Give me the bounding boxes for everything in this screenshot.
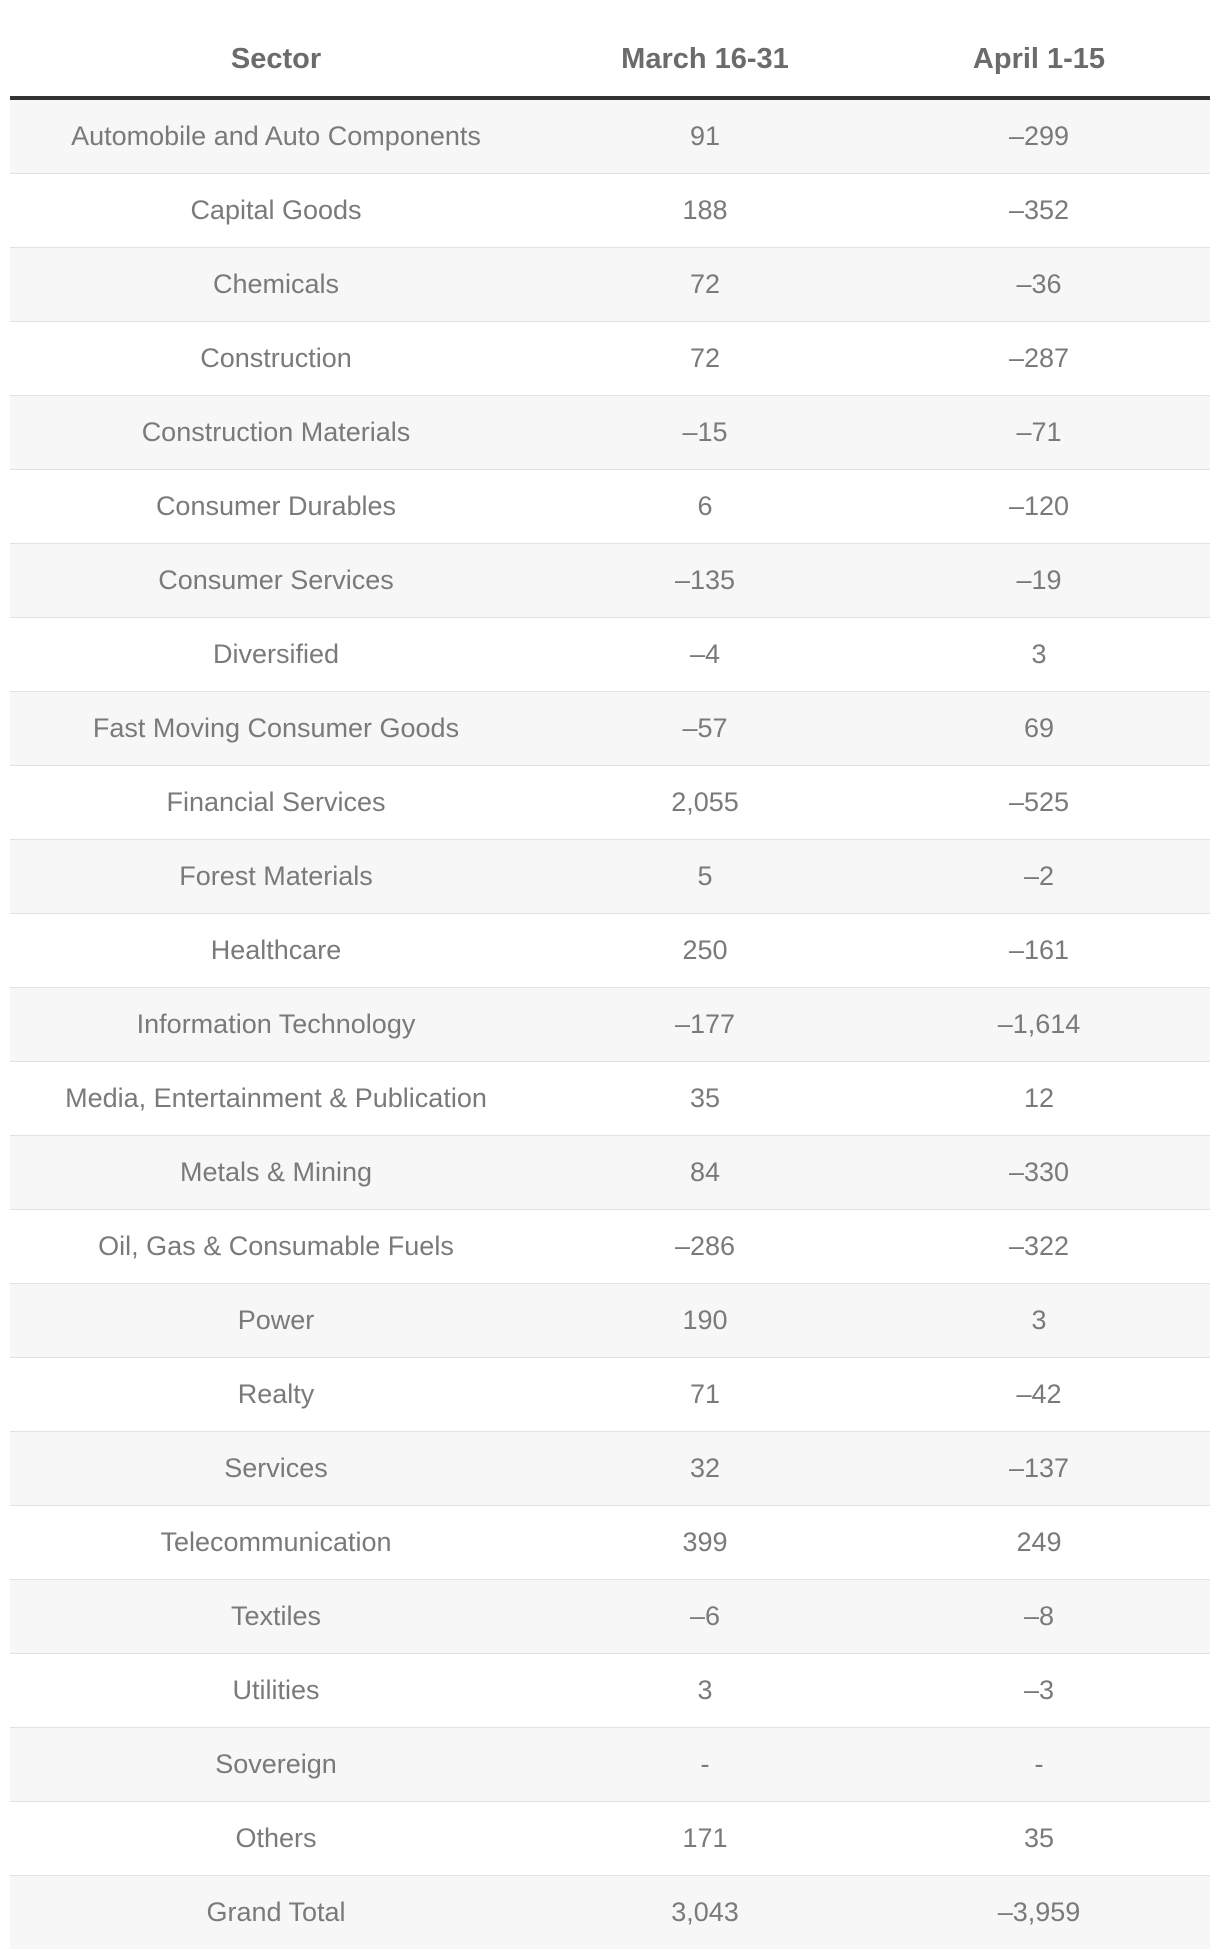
- cell-sector: Oil, Gas & Consumable Fuels: [10, 1210, 542, 1284]
- table-row: [10, 1284, 1210, 1358]
- table-row: [10, 1654, 1210, 1728]
- cell-march: 91: [542, 98, 868, 174]
- cell-april: 69: [868, 692, 1210, 766]
- table-body: [10, 98, 1210, 1949]
- cell-march: 3: [542, 1654, 868, 1728]
- table-row: [10, 1728, 1210, 1802]
- cell-march: –4: [542, 618, 868, 692]
- cell-april: –8: [868, 1580, 1210, 1654]
- cell-sector: Others: [10, 1802, 542, 1876]
- cell-sector: Construction: [10, 322, 542, 396]
- cell-march: –286: [542, 1210, 868, 1284]
- table-row: [10, 396, 1210, 470]
- table-row: [10, 470, 1210, 544]
- cell-sector: Services: [10, 1432, 542, 1506]
- cell-april: –1,614: [868, 988, 1210, 1062]
- cell-april: 35: [868, 1802, 1210, 1876]
- cell-march: 250: [542, 914, 868, 988]
- table-row: [10, 544, 1210, 618]
- cell-march: -: [542, 1728, 868, 1802]
- table-row: [10, 174, 1210, 248]
- cell-april: -: [868, 1728, 1210, 1802]
- cell-march: 5: [542, 840, 868, 914]
- cell-sector: Realty: [10, 1358, 542, 1432]
- cell-april: –42: [868, 1358, 1210, 1432]
- table-row: [10, 1802, 1210, 1876]
- cell-april: –299: [868, 98, 1210, 174]
- cell-march: 84: [542, 1136, 868, 1210]
- cell-april: 3: [868, 1284, 1210, 1358]
- cell-april: –161: [868, 914, 1210, 988]
- cell-march: 3,043: [542, 1876, 868, 1950]
- cell-sector: Sovereign: [10, 1728, 542, 1802]
- table-row: [10, 1506, 1210, 1580]
- table-row: [10, 766, 1210, 840]
- cell-march: 72: [542, 248, 868, 322]
- header-sector: Sector: [10, 22, 542, 98]
- cell-april: 3: [868, 618, 1210, 692]
- cell-sector: Utilities: [10, 1654, 542, 1728]
- table-row: [10, 840, 1210, 914]
- table-row: [10, 618, 1210, 692]
- table-row: [10, 1358, 1210, 1432]
- cell-march: 399: [542, 1506, 868, 1580]
- cell-april: –120: [868, 470, 1210, 544]
- cell-sector: Consumer Durables: [10, 470, 542, 544]
- cell-sector: Forest Materials: [10, 840, 542, 914]
- table-header: [10, 22, 1210, 98]
- cell-sector: Telecommunication: [10, 1506, 542, 1580]
- cell-april: 249: [868, 1506, 1210, 1580]
- cell-march: 72: [542, 322, 868, 396]
- cell-sector: Construction Materials: [10, 396, 542, 470]
- table-row: [10, 1062, 1210, 1136]
- cell-sector: Financial Services: [10, 766, 542, 840]
- cell-sector: Consumer Services: [10, 544, 542, 618]
- cell-sector: Grand Total: [10, 1876, 542, 1950]
- cell-april: –330: [868, 1136, 1210, 1210]
- table-row: [10, 322, 1210, 396]
- cell-april: –36: [868, 248, 1210, 322]
- cell-april: –3: [868, 1654, 1210, 1728]
- table-row: [10, 98, 1210, 174]
- cell-april: –137: [868, 1432, 1210, 1506]
- cell-april: –19: [868, 544, 1210, 618]
- cell-sector: Metals & Mining: [10, 1136, 542, 1210]
- cell-sector: Media, Entertainment & Publication: [10, 1062, 542, 1136]
- table-row: [10, 248, 1210, 322]
- cell-march: 71: [542, 1358, 868, 1432]
- cell-march: 35: [542, 1062, 868, 1136]
- cell-march: –57: [542, 692, 868, 766]
- cell-march: –6: [542, 1580, 868, 1654]
- cell-april: –71: [868, 396, 1210, 470]
- cell-sector: Chemicals: [10, 248, 542, 322]
- cell-march: –135: [542, 544, 868, 618]
- cell-sector: Power: [10, 1284, 542, 1358]
- header-march: March 16-31: [542, 22, 868, 98]
- cell-march: 171: [542, 1802, 868, 1876]
- cell-sector: Fast Moving Consumer Goods: [10, 692, 542, 766]
- table-row: [10, 914, 1210, 988]
- table-row: [10, 1136, 1210, 1210]
- table-row: [10, 1432, 1210, 1506]
- cell-sector: Capital Goods: [10, 174, 542, 248]
- cell-sector: Automobile and Auto Components: [10, 98, 542, 174]
- cell-april: 12: [868, 1062, 1210, 1136]
- header-row: [10, 22, 1210, 98]
- cell-march: 188: [542, 174, 868, 248]
- cell-march: 32: [542, 1432, 868, 1506]
- cell-sector: Textiles: [10, 1580, 542, 1654]
- cell-april: –287: [868, 322, 1210, 396]
- table-row: [10, 1580, 1210, 1654]
- cell-march: 6: [542, 470, 868, 544]
- sector-flows-table: [10, 22, 1210, 1949]
- sector-flows-table-container: [10, 22, 1210, 1949]
- table-row: [10, 988, 1210, 1062]
- cell-sector: Healthcare: [10, 914, 542, 988]
- cell-march: 2,055: [542, 766, 868, 840]
- table-row: [10, 1210, 1210, 1284]
- table-row: [10, 692, 1210, 766]
- cell-april: –352: [868, 174, 1210, 248]
- cell-april: –2: [868, 840, 1210, 914]
- header-april: April 1-15: [868, 22, 1210, 98]
- cell-march: –177: [542, 988, 868, 1062]
- cell-sector: Information Technology: [10, 988, 542, 1062]
- cell-april: –3,959: [868, 1876, 1210, 1950]
- table-row: [10, 1876, 1210, 1950]
- cell-sector: Diversified: [10, 618, 542, 692]
- cell-april: –525: [868, 766, 1210, 840]
- cell-march: 190: [542, 1284, 868, 1358]
- cell-march: –15: [542, 396, 868, 470]
- cell-april: –322: [868, 1210, 1210, 1284]
